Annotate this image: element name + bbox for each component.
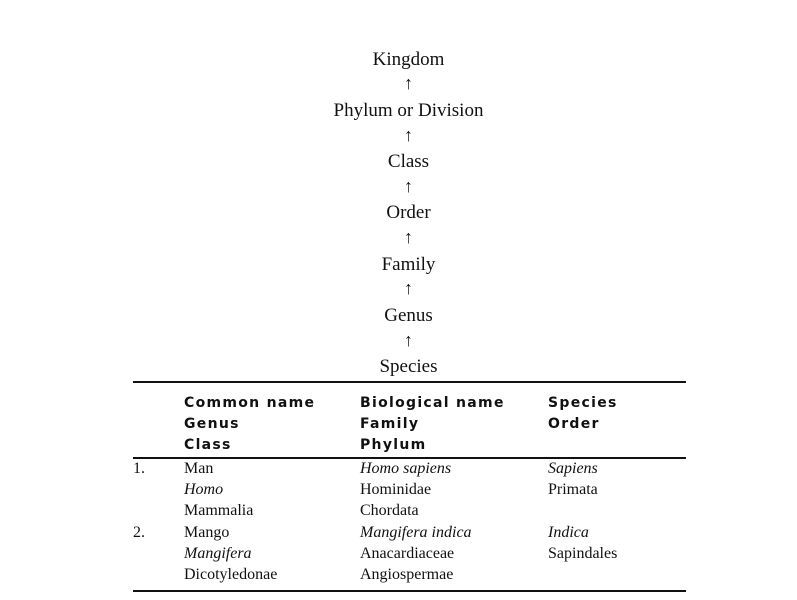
genus-cell: Mangifera xyxy=(184,545,252,562)
family-cell: Anacardiaceae xyxy=(360,545,455,562)
biological-name-cell: Mangifera indica xyxy=(360,524,472,541)
table-top-rule xyxy=(133,381,686,383)
common-name-cell: Man xyxy=(184,460,214,477)
level-order: Order xyxy=(386,202,431,223)
up-arrow-icon: ↑ xyxy=(404,227,413,247)
header-phylum: Phylum xyxy=(360,437,427,453)
level-genus: Genus xyxy=(384,305,433,326)
up-arrow-icon: ↑ xyxy=(404,330,413,350)
up-arrow-icon: ↑ xyxy=(404,176,413,196)
species-cell: Indica xyxy=(548,524,589,541)
family-cell: Hominidae xyxy=(360,481,432,498)
table-bottom-rule xyxy=(133,590,686,592)
order-cell: Primata xyxy=(548,481,598,498)
header-biological-name: Biological name xyxy=(360,395,505,411)
header-genus: Genus xyxy=(184,416,240,432)
header-common-name: Common name xyxy=(184,395,316,411)
row-number: 2. xyxy=(133,524,145,541)
header-class: Class xyxy=(184,437,232,453)
up-arrow-icon: ↑ xyxy=(404,278,413,298)
order-cell: Sapindales xyxy=(548,545,618,562)
biological-name-cell: Homo sapiens xyxy=(360,460,452,477)
header-order: Order xyxy=(548,416,600,432)
class-cell: Mammalia xyxy=(184,502,254,519)
header-species: Species xyxy=(548,395,618,411)
up-arrow-icon: ↑ xyxy=(404,73,413,93)
phylum-cell: Chordata xyxy=(360,502,419,519)
level-family: Family xyxy=(381,254,436,275)
class-cell: Dicotyledonae xyxy=(184,566,278,583)
species-cell: Sapiens xyxy=(548,460,598,477)
genus-cell: Homo xyxy=(184,481,224,498)
row-number: 1. xyxy=(133,460,145,477)
level-phylum: Phylum or Division xyxy=(333,100,484,121)
level-species: Species xyxy=(379,356,438,377)
level-kingdom: Kingdom xyxy=(372,49,445,70)
up-arrow-icon: ↑ xyxy=(404,125,413,145)
common-name-cell: Mango xyxy=(184,524,230,541)
level-class: Class xyxy=(387,151,430,172)
header-family: Family xyxy=(360,416,420,432)
phylum-cell: Angiospermae xyxy=(360,566,454,583)
